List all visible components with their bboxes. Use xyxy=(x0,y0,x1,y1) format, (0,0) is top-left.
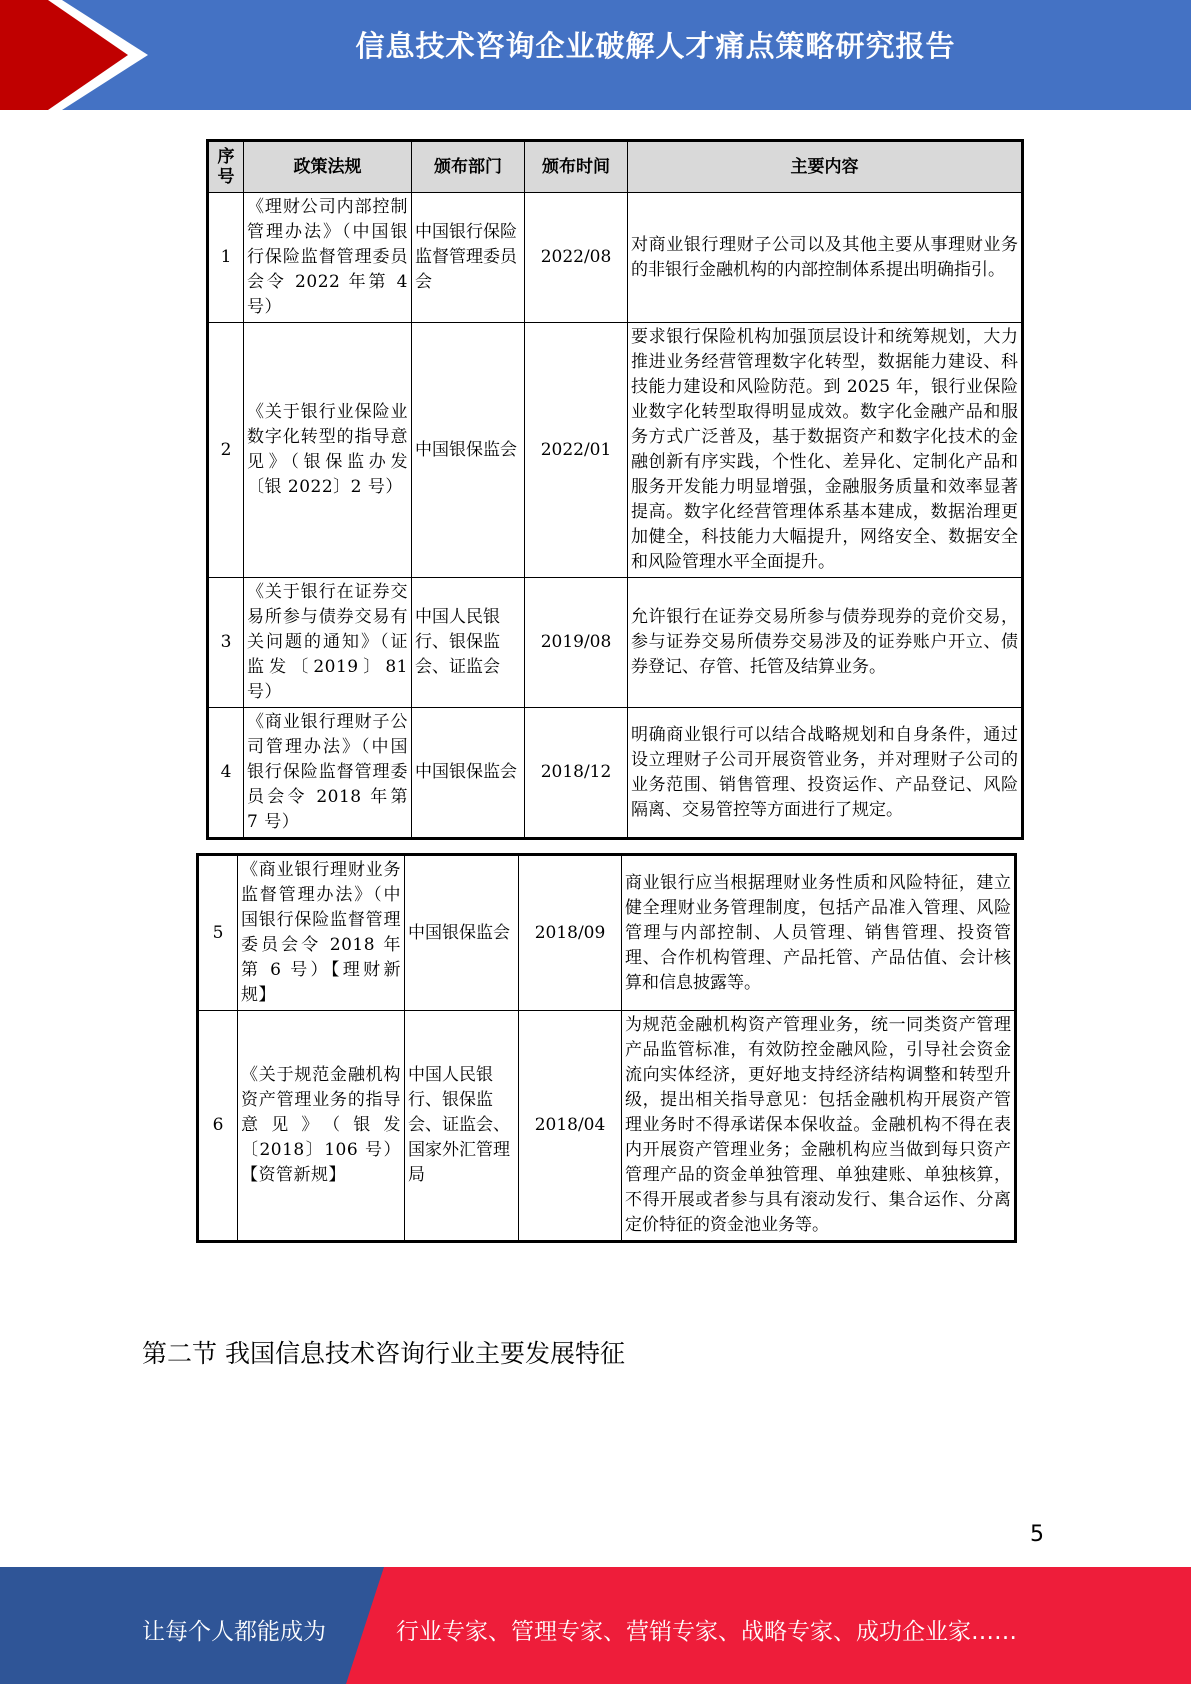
table-header-row xyxy=(208,141,1023,193)
row-policy: 《关于银行在证券交易所参与债券交易有关问题的通知》（证监发〔2019〕81 号） xyxy=(244,578,412,708)
row-content: 明确商业银行可以结合战略规划和自身条件，通过设立理财子公司开展资管业务，并对理财子公司的业务范围、销售管理、投资运作、产品登记、风险隔离、交易管控等方面进行了规定。 xyxy=(628,708,1023,839)
row-no: 3 xyxy=(208,578,244,708)
row-dept: 中国银保监会 xyxy=(412,708,525,839)
row-no: 6 xyxy=(198,1011,238,1242)
header-chevron-icon xyxy=(0,0,160,110)
section-heading: 第二节 我国信息技术咨询行业主要发展特征 xyxy=(142,1339,625,1368)
row-policy: 《商业银行理财业务监督管理办法》（中国银行保险监督管理委员会令 2018 年第 6 号）【理财新规】 xyxy=(238,855,405,1011)
row-content: 商业银行应当根据理财业务性质和风险特征，建立健全理财业务管理制度，包括产品准入管理、风险管理与内部控制、人员管理、销售管理、投资管理、合作机构管理、产品托管、产品估值、会计核算和信息披露等。 xyxy=(622,855,1016,1011)
row-content: 允许银行在证券交易所参与债券现券的竞价交易，参与证券交易所债券交易涉及的证券账户开立、债券登记、存管、托管及结算业务。 xyxy=(628,578,1023,708)
header-dept: 颁布部门 xyxy=(412,141,525,193)
row-date: 2018/12 xyxy=(525,708,628,839)
row-dept: 中国银保监会 xyxy=(412,323,525,578)
row-dept: 中国人民银行、银保监会、证监会 xyxy=(412,578,525,708)
footer-slogan-left: 让每个人都能成为 xyxy=(142,1619,326,1645)
table-row xyxy=(198,855,1016,1011)
row-no: 1 xyxy=(208,193,244,323)
row-policy: 《关于规范金融机构资产管理业务的指导意见》（银发〔2018〕106 号）【资管新规】 xyxy=(238,1011,405,1242)
page-number: 5 xyxy=(1030,1522,1044,1547)
row-date: 2022/01 xyxy=(525,323,628,578)
row-policy: 《商业银行理财子公司管理办法》（中国银行保险监督管理委员会令 2018 年第 7 号） xyxy=(244,708,412,839)
report-title: 信息技术咨询企业破解人才痛点策略研究报告 xyxy=(355,29,956,63)
page-header xyxy=(0,0,1191,110)
row-date: 2022/08 xyxy=(525,193,628,323)
page-footer xyxy=(0,1567,1191,1684)
policy-table-part2 xyxy=(196,853,1017,1243)
row-no: 2 xyxy=(208,323,244,578)
header-date: 颁布时间 xyxy=(525,141,628,193)
row-policy: 《关于银行业保险业数字化转型的指导意见》（银保监办发〔银 2022〕2 号） xyxy=(244,323,412,578)
row-no: 5 xyxy=(198,855,238,1011)
header-content: 主要内容 xyxy=(628,141,1023,193)
row-dept: 中国人民银行、银保监会、证监会、国家外汇管理局 xyxy=(405,1011,519,1242)
row-policy: 《理财公司内部控制管理办法》（中国银行保险监督管理委员会令 2022 年第 4 号） xyxy=(244,193,412,323)
header-no: 序号 xyxy=(208,141,244,193)
row-dept: 中国银行保险监督管理委员会 xyxy=(412,193,525,323)
table-row xyxy=(208,193,1023,323)
row-content: 要求银行保险机构加强顶层设计和统筹规划，大力推进业务经营管理数字化转型，数据能力建设、科技能力建设和风险防范。到 2025 年，银行业保险业数字化转型取得明显成效。数字化金融产品和服务方式广泛普及，基于数据资产和数字化技术的金融创新有序实践，个性化、差异化、定制化产品和服务开发能力明显增强，金融服务质量和效率显著提高。数字化经营管理体系基本建成，数据治理更加健全，科技能力大幅提升，网络安全、数据安全和风险管理水平全面提升。 xyxy=(628,323,1023,578)
row-date: 2018/04 xyxy=(519,1011,622,1242)
row-content: 为规范金融机构资产管理业务，统一同类资产管理产品监管标准，有效防控金融风险，引导社会资金流向实体经济，更好地支持经济结构调整和转型升级，提出相关指导意见：包括金融机构开展资产管理业务时不得承诺保本保收益。金融机构不得在表内开展资产管理业务；金融机构应当做到每只资产管理产品的资金单独管理、单独建账、单独核算，不得开展或者参与具有滚动发行、集合运作、分离定价特征的资金池业务等。 xyxy=(622,1011,1016,1242)
policy-table-part1 xyxy=(206,139,1024,840)
table-row xyxy=(208,708,1023,839)
header-policy: 政策法规 xyxy=(244,141,412,193)
footer-slogan-right: 行业专家、管理专家、营销专家、战略专家、成功企业家…… xyxy=(396,1619,1017,1645)
table-row xyxy=(208,323,1023,578)
table-row xyxy=(198,1011,1016,1242)
row-date: 2018/09 xyxy=(519,855,622,1011)
table-row xyxy=(208,578,1023,708)
row-dept: 中国银保监会 xyxy=(405,855,519,1011)
row-no: 4 xyxy=(208,708,244,839)
row-date: 2019/08 xyxy=(525,578,628,708)
row-content: 对商业银行理财子公司以及其他主要从事理财业务的非银行金融机构的内部控制体系提出明确指引。 xyxy=(628,193,1023,323)
